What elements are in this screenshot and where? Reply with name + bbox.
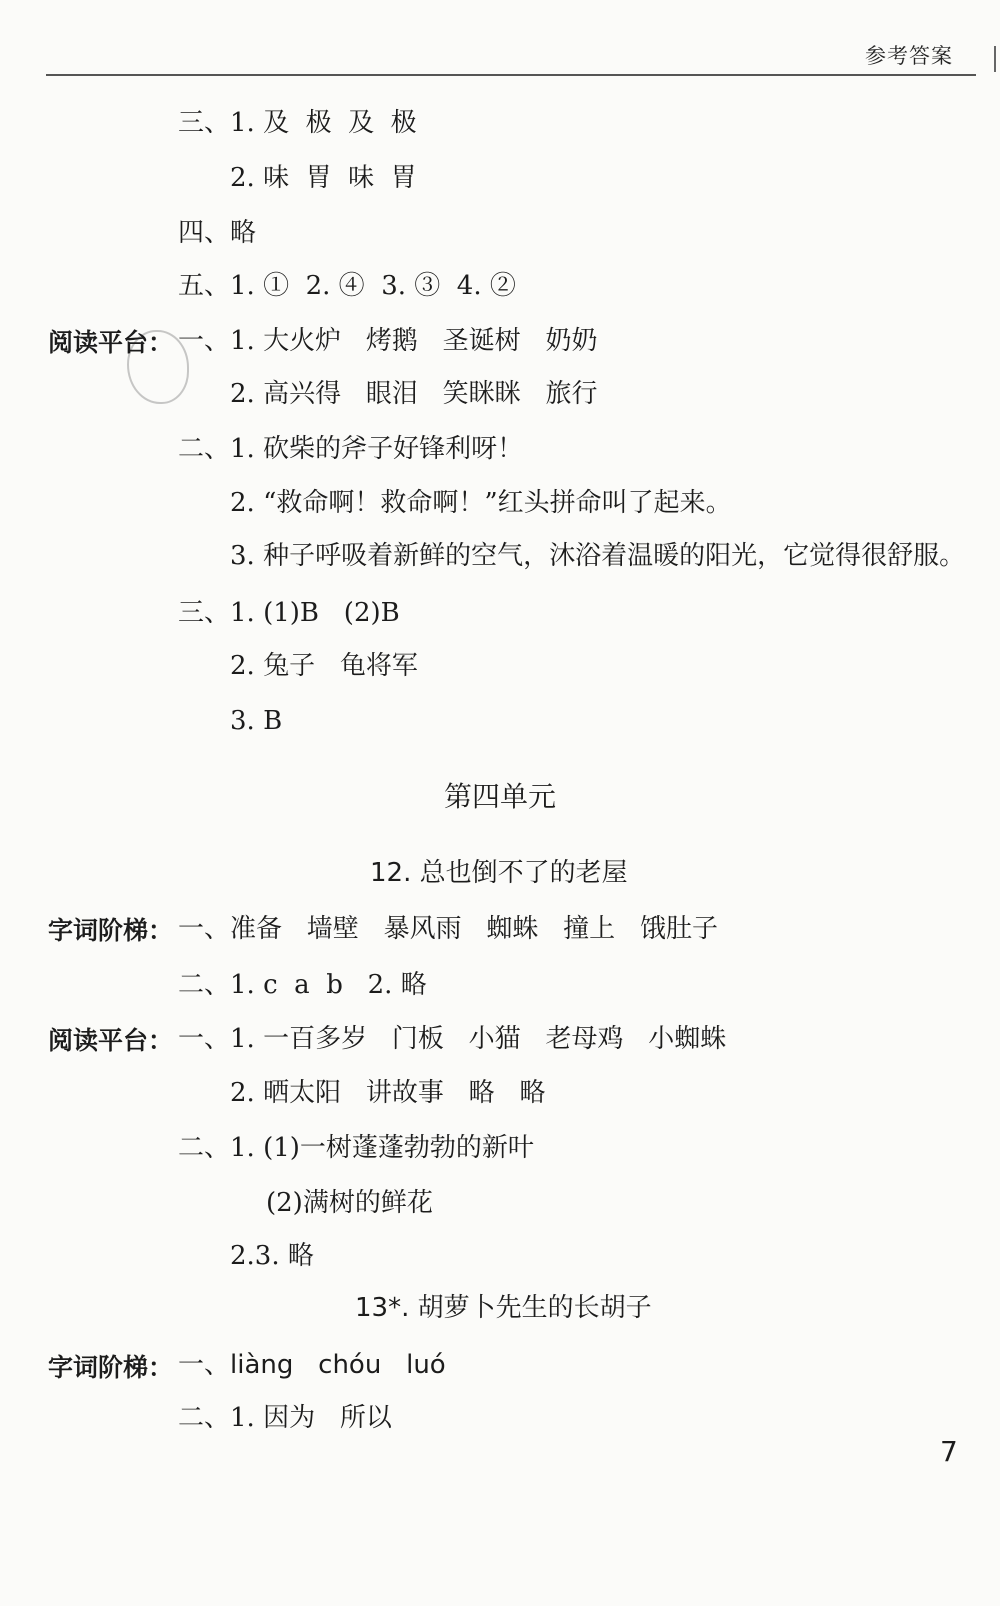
answer-line: 二、1. 砍柴的斧子好锋利呀！ <box>178 434 524 464</box>
answer-line: 五、1. ① 2. ④ 3. ③ 4. ② <box>178 271 516 301</box>
header-title: 参考答案 <box>865 44 953 68</box>
words-label: 字词阶梯： <box>48 1353 174 1382</box>
answer-line: 3. 种子呼吸着新鲜的空气，沐浴着温暖的阳光，它觉得很舒服。 <box>230 541 966 571</box>
header-rule <box>46 74 976 76</box>
answer-line: 2. 兔子 龟将军 <box>230 651 418 681</box>
unit-heading: 第四单元 <box>443 780 556 813</box>
answer-line: 2.3. 略 <box>230 1241 314 1271</box>
reading-label: 阅读平台： <box>48 328 174 357</box>
answer-line: 2. 味 胃 味 胃 <box>230 163 417 193</box>
lesson-title: 12. 总也倒不了的老屋 <box>370 858 628 888</box>
reading-label: 阅读平台： <box>48 1026 174 1055</box>
answer-line: 三、1. 及 极 及 极 <box>178 108 417 138</box>
answer-line: (2)满树的鲜花 <box>266 1188 433 1218</box>
answer-line: 四、略 <box>178 218 257 248</box>
answer-line: 2. 高兴得 眼泪 笑眯眯 旅行 <box>230 379 598 409</box>
answer-line: 三、1. (1)B (2)B <box>178 598 400 628</box>
page-number: 7 <box>940 1435 958 1468</box>
words-label: 字词阶梯： <box>48 916 174 945</box>
header-tick <box>994 46 996 72</box>
answer-line: 一、liàng chóu luó <box>178 1350 446 1380</box>
answer-line: 2. “救命啊！救命啊！”红头拼命叫了起来。 <box>230 488 732 518</box>
answer-line: 一、1. 大火炉 烤鹅 圣诞树 奶奶 <box>178 326 598 356</box>
answer-line: 一、准备 墙壁 暴风雨 蜘蛛 撞上 饿肚子 <box>178 914 718 944</box>
answer-line: 一、1. 一百多岁 门板 小猫 老母鸡 小蜘蛛 <box>178 1024 727 1054</box>
answer-line: 二、1. (1)一树蓬蓬勃勃的新叶 <box>178 1133 534 1163</box>
lesson-title: 13*. 胡萝卜先生的长胡子 <box>355 1293 652 1323</box>
answer-line: 二、1. 因为 所以 <box>178 1403 392 1433</box>
answer-line: 二、1. c a b 2. 略 <box>178 970 427 1000</box>
answer-line: 2. 晒太阳 讲故事 略 略 <box>230 1078 546 1108</box>
answer-line: 3. B <box>230 706 283 736</box>
